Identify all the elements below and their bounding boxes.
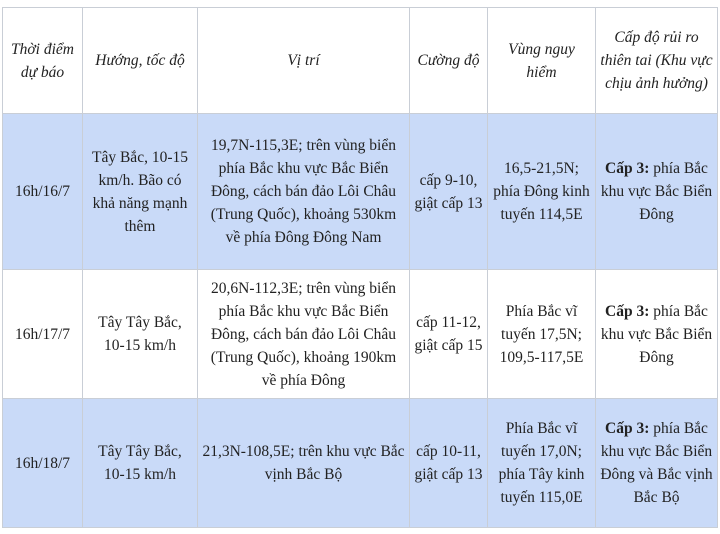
risk-level-label: Cấp 3: xyxy=(605,302,650,320)
table-row xyxy=(3,114,718,270)
cell-time: 16h/16/7 xyxy=(3,114,83,270)
header-direction: Hướng, tốc độ xyxy=(83,8,198,114)
risk-area: phía Bắc khu vực Bắc Biển Đông xyxy=(600,160,713,223)
cell-time: 16h/18/7 xyxy=(3,399,83,528)
cell-risk xyxy=(596,399,718,528)
cell-danger-zone: Phía Bắc vĩ tuyến 17,0N; phía Tây kinh tuyến 115,0E xyxy=(488,399,596,528)
header-danger-zone: Vùng nguy hiểm xyxy=(488,8,596,114)
header-risk-level: Cấp độ rủi ro thiên tai (Khu vực chịu ảnh hưởng) xyxy=(596,8,718,114)
table-row xyxy=(3,399,718,528)
cell-position: 21,3N-108,5E; trên khu vực Bắc vịnh Bắc Bộ xyxy=(198,399,410,528)
risk-level-label: Cấp 3: xyxy=(605,420,650,437)
cell-direction: Tây Tây Bắc, 10-15 km/h xyxy=(83,270,198,399)
cell-risk xyxy=(596,270,718,399)
risk-area: phía Bắc khu vực Bắc Biển Đông xyxy=(600,302,713,366)
storm-forecast-table xyxy=(2,7,718,528)
header-intensity: Cường độ xyxy=(410,8,488,114)
cell-intensity: cấp 9-10, giật cấp 13 xyxy=(410,114,488,270)
cell-intensity: cấp 10-11, giật cấp 13 xyxy=(410,399,488,528)
table-row xyxy=(3,270,718,399)
risk-level-label: Cấp 3: xyxy=(605,160,650,177)
cell-direction: Tây Bắc, 10-15 km/h. Bão có khả năng mạnh thêm xyxy=(83,114,198,270)
header-row xyxy=(3,8,718,114)
cell-position: 20,6N-112,3E; trên vùng biển phía Bắc khu vực Bắc Biển Đông, cách bán đảo Lôi Châu (Trung Quốc), khoảng 190km về phía Đông xyxy=(198,270,410,399)
cell-direction: Tây Tây Bắc, 10-15 km/h xyxy=(83,399,198,528)
cell-position: 19,7N-115,3E; trên vùng biển phía Bắc khu vực Bắc Biển Đông, cách bán đảo Lôi Châu (Trung Quốc), khoảng 530km về phía Đông Đông Nam xyxy=(198,114,410,270)
cell-risk xyxy=(596,114,718,270)
header-position: Vị trí xyxy=(198,8,410,114)
header-time: Thời điểm dự báo xyxy=(3,8,83,114)
risk-area: phía Bắc khu vực Bắc Biển Đông và Bắc vịnh Bắc Bộ xyxy=(600,420,713,506)
cell-time: 16h/17/7 xyxy=(3,270,83,399)
cell-danger-zone: Phía Bắc vĩ tuyến 17,5N; 109,5-117,5E xyxy=(488,270,596,399)
cell-danger-zone: 16,5-21,5N; phía Đông kinh tuyến 114,5E xyxy=(488,114,596,270)
cell-intensity: cấp 11-12, giật cấp 15 xyxy=(410,270,488,399)
